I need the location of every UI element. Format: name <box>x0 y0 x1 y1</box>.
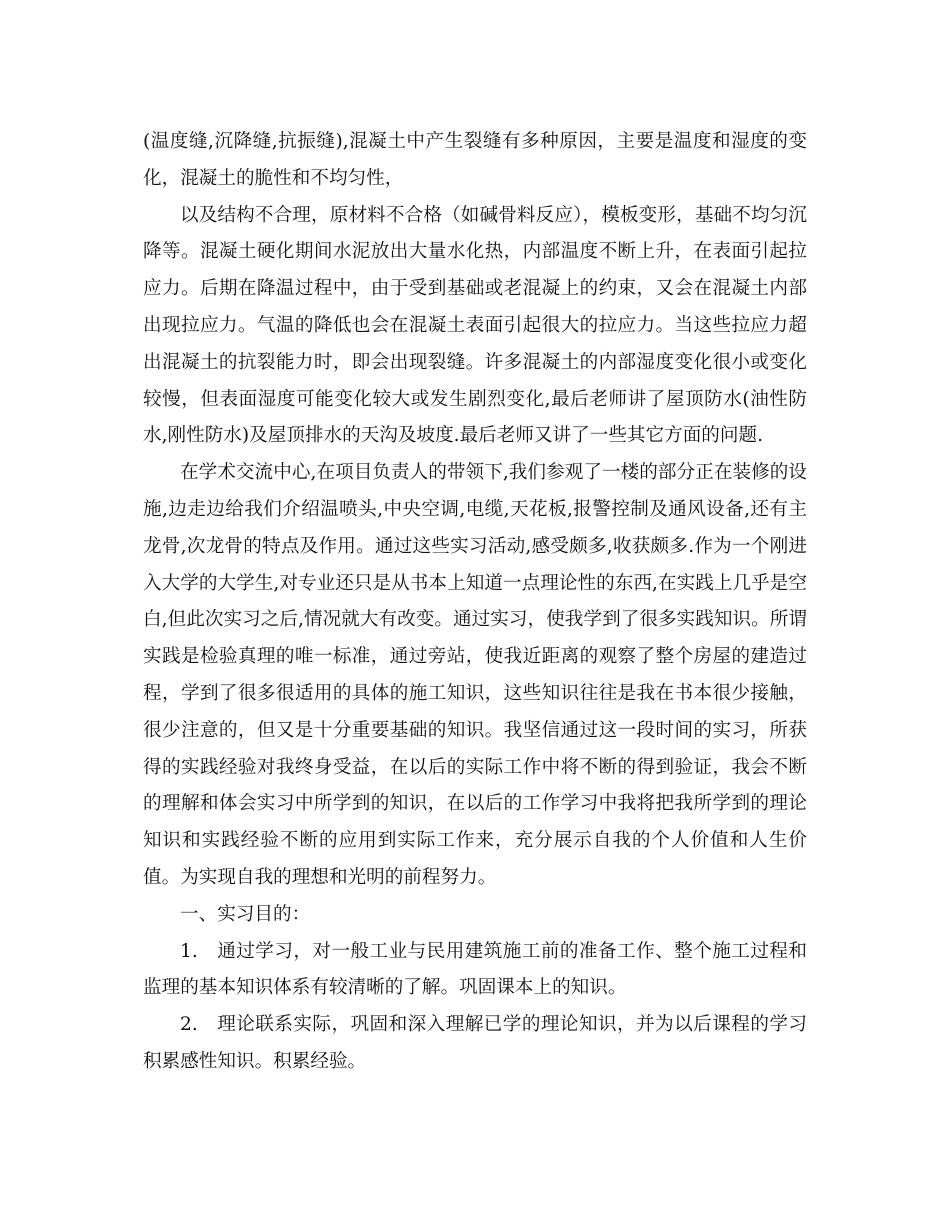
paragraph-site-visit-reflection: 在学术交流中心,在项目负责人的带领下,我们参观了一楼的部分正在装修的设施,边走边给我们介绍温喷头,中央空调,电缆,天花板,报警控制及通风设备,还有主龙骨,次龙骨的特点及作用。通过这些实习活动,感受颇多,收获颇多.作为一个刚进入大学的大学生,对专业还只是从书本上知道一点理论性的东西,在实践上几乎是空白,但此次实习之后,情况就大有改变。通过实习，使我学到了很多实践知识。所谓实践是检验真理的唯一标准，通过旁站，使我近距离的观察了整个房屋的建造过程，学到了很多很适用的具体的施工知识，这些知识往往是我在书本很少接触，很少注意的，但又是十分重要基础的知识。我坚信通过这一段时间的实习，所获得的实践经验对我终身受益，在以后的实际工作中将不断的得到验证，我会不断的理解和体会实习中所学到的知识，在以后的工作学习中我将把我所学到的理论知识和实践经验不断的应用到实际工作来，充分展示自我的个人价值和人生价值。为实现自我的理想和光明的前程努力。 <box>143 462 807 888</box>
paragraph-crack-causes: (温度缝,沉降缝,抗振缝),混凝土中产生裂缝有多种原因，主要是温度和湿度的变化，混凝土的脆性和不均匀性， <box>143 131 807 189</box>
list-item-goal-1: 1. 通过学习，对一般工业与民用建筑施工前的准备工作、整个施工过程和监理的基本知识体系有较清晰的了解。巩固课本上的知识。 <box>143 940 807 999</box>
document-body <box>143 124 807 1081</box>
section-heading-internship-goals: 一、实习目的： <box>180 903 311 925</box>
paragraph-crack-mechanism: 以及结构不合理，原材料不合格（如碱骨料反应），模板变形，基础不均匀沉降等。混凝土硬化期间水泥放出大量水化热，内部温度不断上升，在表面引起拉应力。后期在降温过程中，由于受到基础或老混凝上的约束，又会在混凝土内部出现拉应力。气温的降低也会在混凝土表面引起很大的拉应力。当这些拉应力超出混凝土的抗裂能力时，即会出现裂缝。许多混凝土的内部湿度变化很小或变化较慢，但表面湿度可能变化较大或发生剧烈变化,最后老师讲了屋顶防水(油性防水,刚性防水)及屋顶排水的天沟及坡度.最后老师又讲了一些其它方面的问题. <box>143 204 807 447</box>
list-item-goal-2: 2. 理论联系实际，巩固和深入理解已学的理论知识，并为以后课程的学习积累感性知识。积累经验。 <box>143 1014 807 1072</box>
